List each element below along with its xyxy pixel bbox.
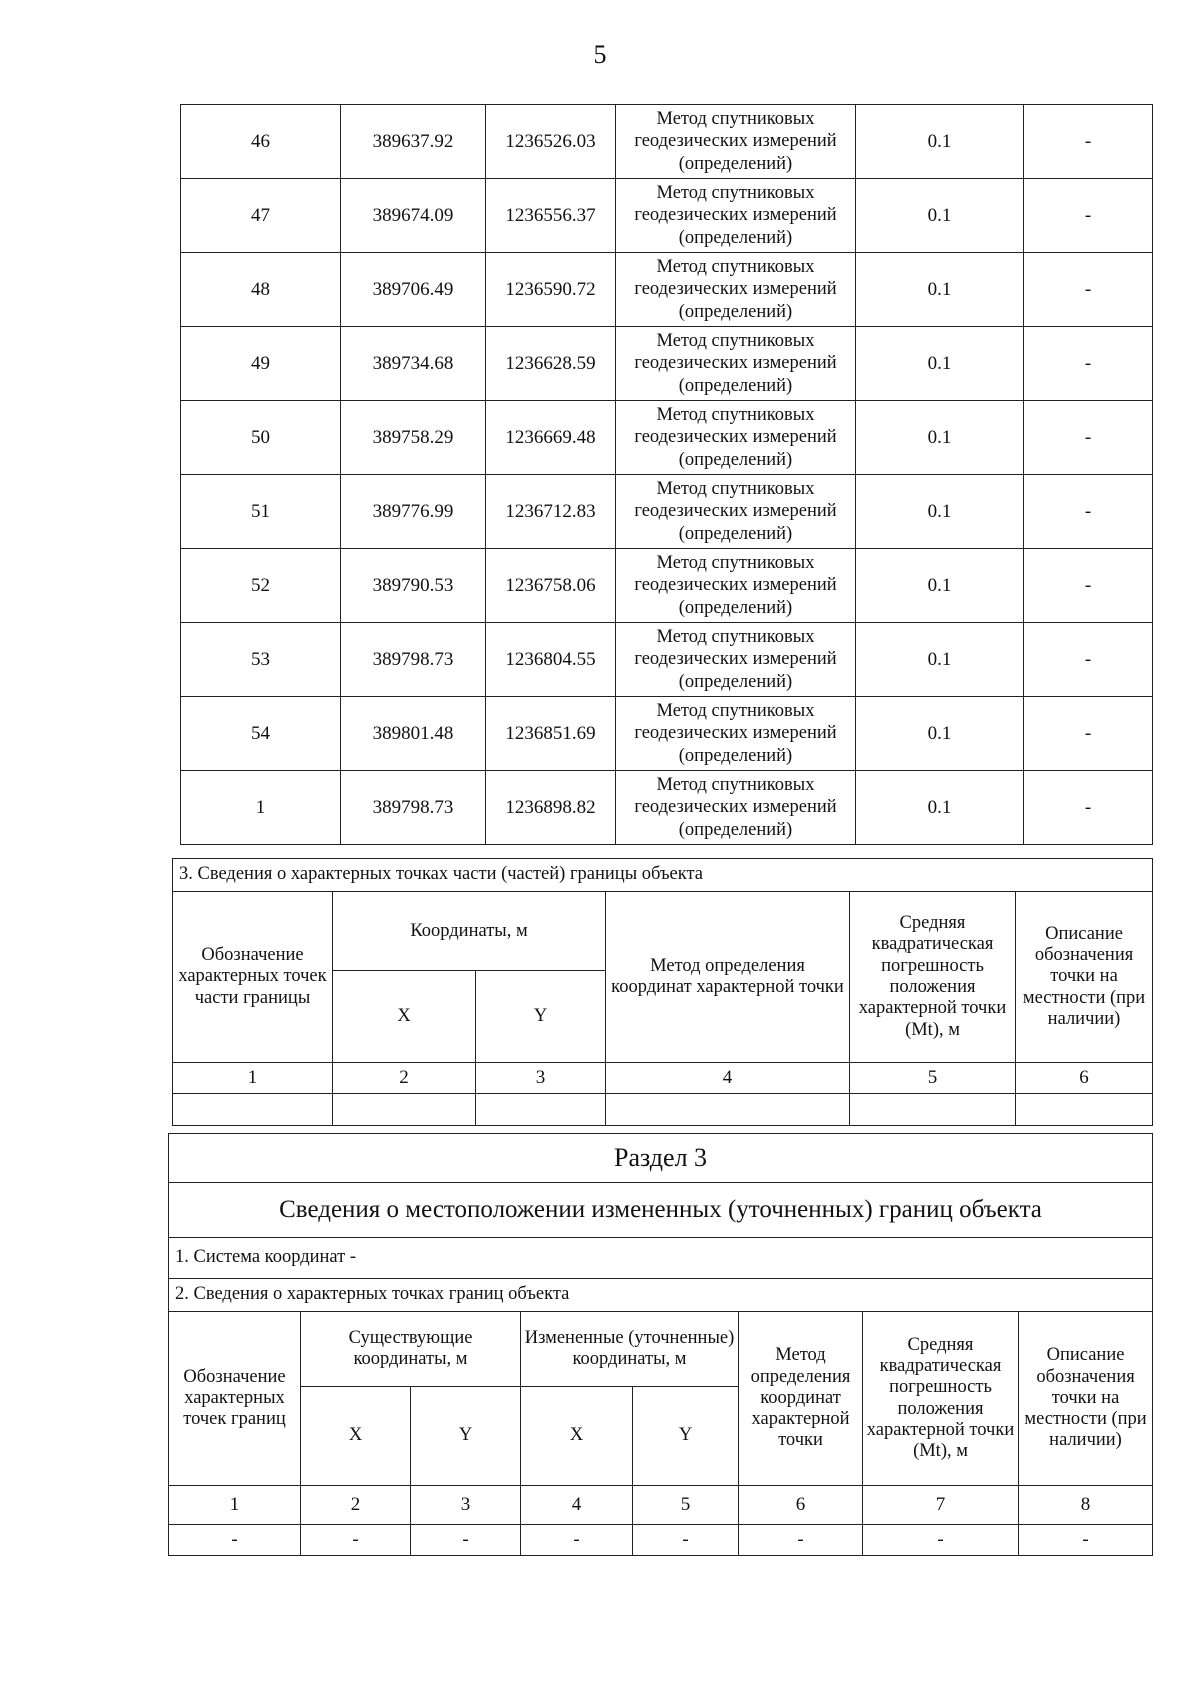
column-number: 5 bbox=[850, 1063, 1016, 1094]
points-table bbox=[180, 104, 1153, 845]
header-description: Описание обозначения точки на местности (при наличии) bbox=[1019, 1312, 1153, 1486]
method-cell: Метод спутниковых геодезических измерений (определений) bbox=[616, 401, 856, 475]
table-row bbox=[181, 697, 1153, 771]
column-number: 2 bbox=[301, 1486, 411, 1525]
x-coordinate-cell: 389734.68 bbox=[341, 327, 486, 401]
y-coordinate-cell: 1236590.72 bbox=[486, 253, 616, 327]
header-existing-coordinates: Существующие координаты, м bbox=[301, 1312, 521, 1387]
mt-cell: 0.1 bbox=[856, 623, 1024, 697]
column-number: 2 bbox=[333, 1063, 476, 1094]
header-changed-coordinates: Измененные (уточненные) координаты, м bbox=[521, 1312, 739, 1387]
empty-cell bbox=[333, 1094, 476, 1126]
table-row bbox=[181, 105, 1153, 179]
x-coordinate-cell: 389790.53 bbox=[341, 549, 486, 623]
table-row bbox=[181, 253, 1153, 327]
point-number-cell: 48 bbox=[181, 253, 341, 327]
dash-cell: - bbox=[301, 1525, 411, 1556]
coordinate-system: 1. Система координат - bbox=[169, 1238, 1153, 1279]
description-cell: - bbox=[1024, 623, 1153, 697]
y-coordinate-cell: 1236628.59 bbox=[486, 327, 616, 401]
dash-cell: - bbox=[739, 1525, 863, 1556]
method-cell: Метод спутниковых геодезических измерений (определений) bbox=[616, 549, 856, 623]
point-number-cell: 49 bbox=[181, 327, 341, 401]
description-cell: - bbox=[1024, 327, 1153, 401]
x-coordinate-cell: 389801.48 bbox=[341, 697, 486, 771]
x-coordinate-cell: 389706.49 bbox=[341, 253, 486, 327]
empty-cell bbox=[1016, 1094, 1153, 1126]
mt-cell: 0.1 bbox=[856, 401, 1024, 475]
method-cell: Метод спутниковых геодезических измерений (определений) bbox=[616, 475, 856, 549]
header-changed-x: X bbox=[521, 1387, 633, 1486]
y-coordinate-cell: 1236556.37 bbox=[486, 179, 616, 253]
mt-cell: 0.1 bbox=[856, 253, 1024, 327]
points-table-body bbox=[181, 105, 1153, 845]
header-designation: Обозначение характерных точек части границы bbox=[173, 892, 333, 1063]
y-coordinate-cell: 1236758.06 bbox=[486, 549, 616, 623]
column-number: 1 bbox=[173, 1063, 333, 1094]
x-coordinate-cell: 389758.29 bbox=[341, 401, 486, 475]
point-number-cell: 46 bbox=[181, 105, 341, 179]
x-coordinate-cell: 389776.99 bbox=[341, 475, 486, 549]
dash-cell: - bbox=[521, 1525, 633, 1556]
header-description: Описание обозначения точки на местности (при наличии) bbox=[1016, 892, 1153, 1063]
header-x: X bbox=[333, 971, 476, 1063]
x-coordinate-cell: 389798.73 bbox=[341, 623, 486, 697]
y-coordinate-cell: 1236669.48 bbox=[486, 401, 616, 475]
method-cell: Метод спутниковых геодезических измерений (определений) bbox=[616, 697, 856, 771]
table-row bbox=[181, 623, 1153, 697]
part-points-title: 3. Сведения о характерных точках части (частей) границы объекта bbox=[173, 859, 1153, 892]
header-existing-x: X bbox=[301, 1387, 411, 1486]
dash-cell: - bbox=[1019, 1525, 1153, 1556]
y-coordinate-cell: 1236804.55 bbox=[486, 623, 616, 697]
dash-cell: - bbox=[411, 1525, 521, 1556]
dash-cell: - bbox=[633, 1525, 739, 1556]
mt-cell: 0.1 bbox=[856, 697, 1024, 771]
y-coordinate-cell: 1236526.03 bbox=[486, 105, 616, 179]
point-number-cell: 1 bbox=[181, 771, 341, 845]
header-changed-y: Y bbox=[633, 1387, 739, 1486]
column-number: 3 bbox=[411, 1486, 521, 1525]
page-number: 5 bbox=[593, 40, 607, 69]
description-cell: - bbox=[1024, 697, 1153, 771]
method-cell: Метод спутниковых геодезических измерений (определений) bbox=[616, 771, 856, 845]
x-coordinate-cell: 389674.09 bbox=[341, 179, 486, 253]
mt-cell: 0.1 bbox=[856, 549, 1024, 623]
mt-cell: 0.1 bbox=[856, 475, 1024, 549]
description-cell: - bbox=[1024, 549, 1153, 623]
column-number: 3 bbox=[476, 1063, 606, 1094]
section-subtitle: Сведения о местоположении измененных (уточненных) границ объекта bbox=[169, 1183, 1153, 1238]
mt-cell: 0.1 bbox=[856, 327, 1024, 401]
description-cell: - bbox=[1024, 105, 1153, 179]
description-cell: - bbox=[1024, 253, 1153, 327]
section3-table bbox=[168, 1133, 1153, 1556]
method-cell: Метод спутниковых геодезических измерений (определений) bbox=[616, 179, 856, 253]
column-number: 5 bbox=[633, 1486, 739, 1525]
description-cell: - bbox=[1024, 475, 1153, 549]
header-mt: Средняя квадратическая погрешность положения характерной точки (Mt), м bbox=[863, 1312, 1019, 1486]
point-number-cell: 52 bbox=[181, 549, 341, 623]
mt-cell: 0.1 bbox=[856, 179, 1024, 253]
empty-cell bbox=[476, 1094, 606, 1126]
method-cell: Метод спутниковых геодезических измерений (определений) bbox=[616, 623, 856, 697]
point-number-cell: 50 bbox=[181, 401, 341, 475]
empty-cell bbox=[850, 1094, 1016, 1126]
column-number: 6 bbox=[1016, 1063, 1153, 1094]
method-cell: Метод спутниковых геодезических измерений (определений) bbox=[616, 327, 856, 401]
header-designation: Обозначение характерных точек границ bbox=[169, 1312, 301, 1486]
point-number-cell: 53 bbox=[181, 623, 341, 697]
column-number: 1 bbox=[169, 1486, 301, 1525]
x-coordinate-cell: 389798.73 bbox=[341, 771, 486, 845]
table-row bbox=[181, 327, 1153, 401]
mt-cell: 0.1 bbox=[856, 771, 1024, 845]
column-number: 4 bbox=[606, 1063, 850, 1094]
method-cell: Метод спутниковых геодезических измерений (определений) bbox=[616, 253, 856, 327]
table-row bbox=[181, 401, 1153, 475]
y-coordinate-cell: 1236712.83 bbox=[486, 475, 616, 549]
description-cell: - bbox=[1024, 179, 1153, 253]
y-coordinate-cell: 1236851.69 bbox=[486, 697, 616, 771]
mt-cell: 0.1 bbox=[856, 105, 1024, 179]
point-number-cell: 47 bbox=[181, 179, 341, 253]
empty-cell bbox=[173, 1094, 333, 1126]
part-points-table bbox=[172, 858, 1153, 1126]
header-y: Y bbox=[476, 971, 606, 1063]
dash-cell: - bbox=[863, 1525, 1019, 1556]
table-row bbox=[181, 475, 1153, 549]
point-number-cell: 54 bbox=[181, 697, 341, 771]
header-existing-y: Y bbox=[411, 1387, 521, 1486]
description-cell: - bbox=[1024, 401, 1153, 475]
dash-cell: - bbox=[169, 1525, 301, 1556]
x-coordinate-cell: 389637.92 bbox=[341, 105, 486, 179]
header-coordinates: Координаты, м bbox=[333, 892, 606, 971]
y-coordinate-cell: 1236898.82 bbox=[486, 771, 616, 845]
header-mt: Средняя квадратическая погрешность положения характерной точки (Mt), м bbox=[850, 892, 1016, 1063]
column-number: 7 bbox=[863, 1486, 1019, 1525]
point-number-cell: 51 bbox=[181, 475, 341, 549]
method-cell: Метод спутниковых геодезических измерений (определений) bbox=[616, 105, 856, 179]
header-method: Метод определения координат характерной точки bbox=[739, 1312, 863, 1486]
boundary-points-title: 2. Сведения о характерных точках границ объекта bbox=[169, 1279, 1153, 1312]
header-method: Метод определения координат характерной точки bbox=[606, 892, 850, 1063]
section-title: Раздел 3 bbox=[169, 1134, 1153, 1183]
column-number: 4 bbox=[521, 1486, 633, 1525]
column-number: 6 bbox=[739, 1486, 863, 1525]
description-cell: - bbox=[1024, 771, 1153, 845]
table-row bbox=[181, 179, 1153, 253]
empty-cell bbox=[606, 1094, 850, 1126]
table-row bbox=[181, 549, 1153, 623]
column-number: 8 bbox=[1019, 1486, 1153, 1525]
table-row bbox=[181, 771, 1153, 845]
